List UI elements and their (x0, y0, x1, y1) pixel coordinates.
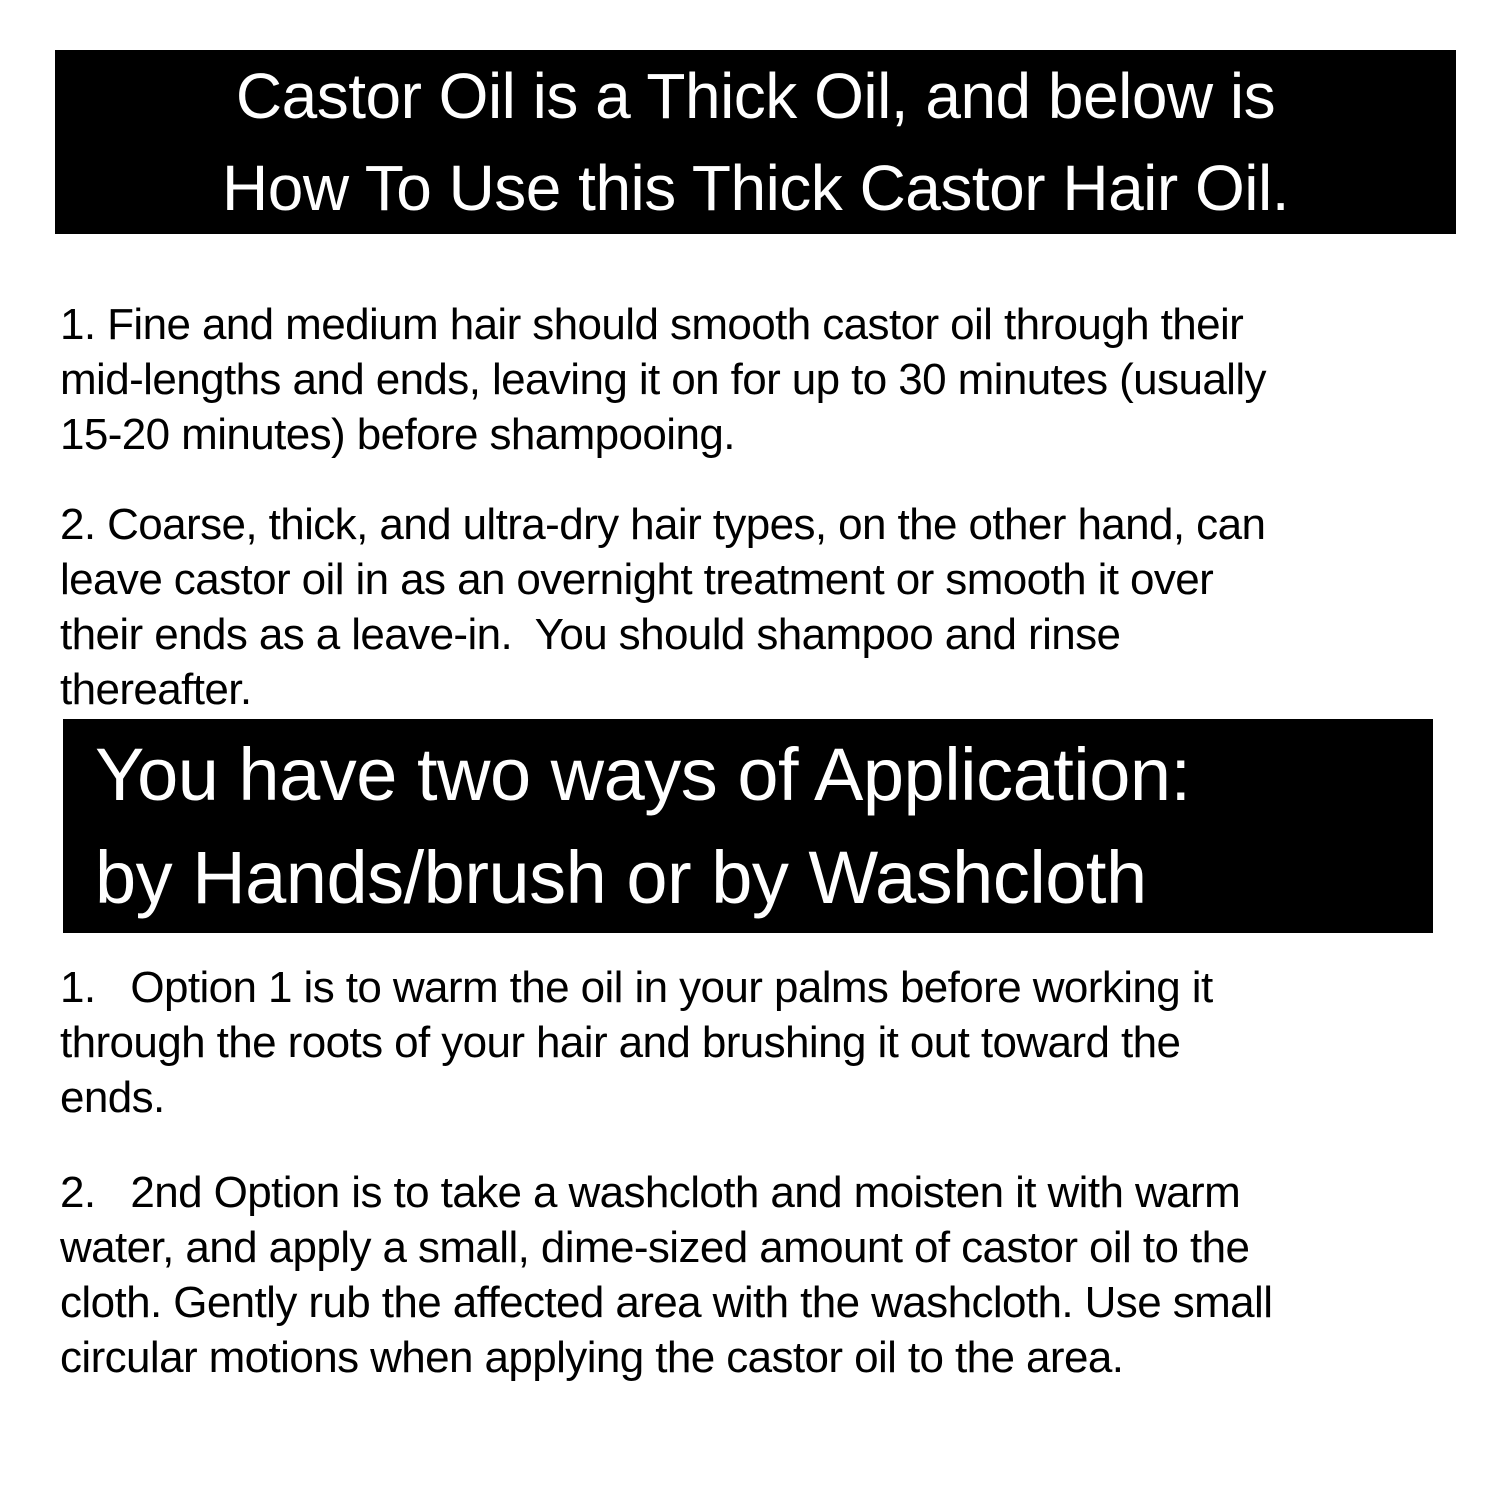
application-option-2-line-4: circular motions when applying the castor oil to the area. (60, 1333, 1124, 1382)
application-banner-line-2: by Hands/brush or by Washcloth (95, 836, 1147, 919)
application-option-2 (60, 1165, 1460, 1385)
application-option-2-line-1: 2. 2nd Option is to take a washcloth and moisten it with warm (60, 1168, 1241, 1217)
usage-step-2-line-4: thereafter. (60, 665, 252, 714)
application-option-2-line-3: cloth. Gently rub the affected area with the washcloth. Use small (60, 1278, 1273, 1327)
usage-step-1-line-1: 1. Fine and medium hair should smooth castor oil through their (60, 300, 1244, 349)
application-option-1-line-3: ends. (60, 1073, 165, 1122)
application-banner-line-1: You have two ways of Application: (95, 733, 1191, 816)
usage-step-1 (60, 297, 1460, 462)
application-option-2-line-2: water, and apply a small, dime-sized amount of castor oil to the (60, 1223, 1250, 1272)
title-banner-line-2: How To Use this Thick Castor Hair Oil. (222, 152, 1289, 224)
usage-step-2-line-1: 2. Coarse, thick, and ultra-dry hair types, on the other hand, can (60, 500, 1266, 549)
usage-step-2 (60, 497, 1460, 717)
application-banner (63, 719, 1433, 933)
application-option-1 (60, 960, 1460, 1125)
usage-step-1-line-2: mid-lengths and ends, leaving it on for up to 30 minutes (usually (60, 355, 1266, 404)
application-option-1-line-1: 1. Option 1 is to warm the oil in your palms before working it (60, 963, 1213, 1012)
title-banner (55, 50, 1456, 234)
usage-step-2-line-3: their ends as a leave-in. You should shampoo and rinse (60, 610, 1121, 659)
usage-step-1-line-3: 15-20 minutes) before shampooing. (60, 410, 735, 459)
usage-step-2-line-2: leave castor oil in as an overnight treatment or smooth it over (60, 555, 1214, 604)
application-option-1-line-2: through the roots of your hair and brushing it out toward the (60, 1018, 1181, 1067)
title-banner-line-1: Castor Oil is a Thick Oil, and below is (235, 60, 1276, 132)
